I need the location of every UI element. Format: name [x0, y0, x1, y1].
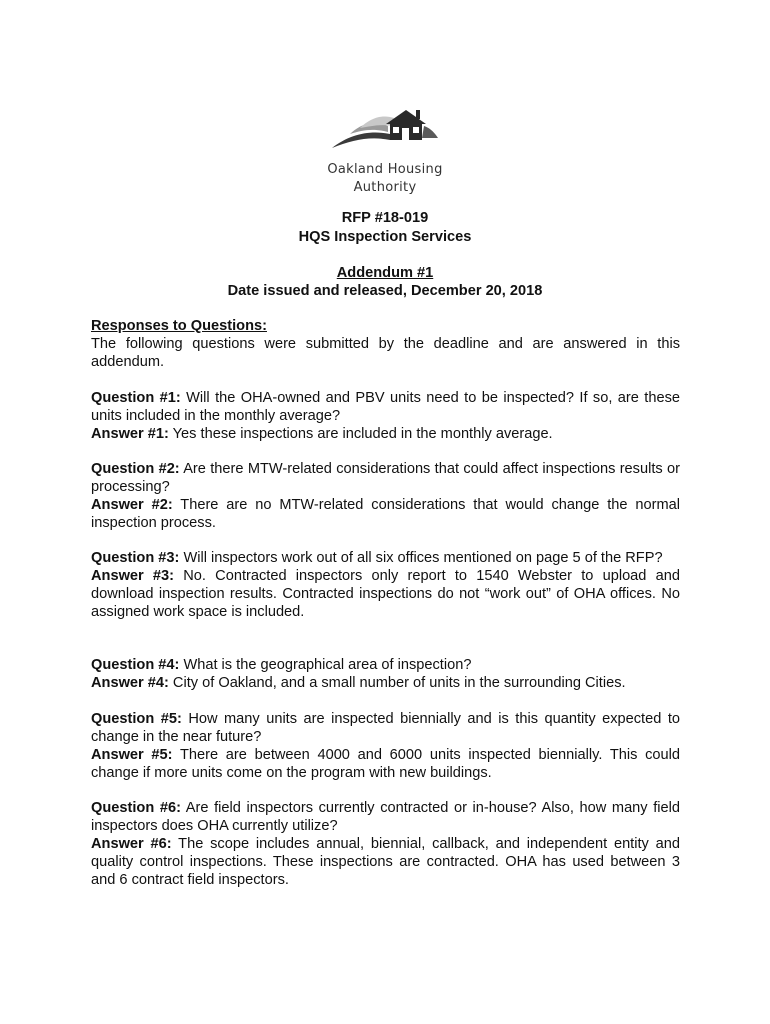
intro-section [91, 317, 680, 371]
rfp-title: HQS Inspection Services [298, 229, 472, 245]
addendum-title: Addendum #1 [336, 265, 434, 281]
answer-3: Answer #3: No. Contracted inspectors only report to 1540 Webster to upload and download inspection results. Contracted inspections do not “work out” of OHA offices. No assigned work space is included. [91, 568, 680, 620]
logo-name-line1: Oakland Housing [327, 162, 443, 177]
rfp-number: RFP #18-019 [341, 210, 429, 226]
section-title: Responses to Questions: [91, 318, 267, 334]
intro-text: The following questions were submitted by the deadline and are answered in this addendum. [91, 336, 680, 370]
question-6: Question #6: Are field inspectors currently contracted or in-house? Also, how many field inspectors does OHA currently utilize? [91, 800, 680, 834]
question-4: Question #4: What is the geographical area of inspection? [91, 657, 472, 673]
logo-name-line2: Authority [353, 180, 417, 195]
qa-block-1 [91, 389, 680, 443]
question-3: Question #3: Will inspectors work out of all six offices mentioned on page 5 of the RFP? [91, 550, 663, 566]
qa-block-3 [91, 549, 680, 621]
date-line: Date issued and released, December 20, 2018 [227, 283, 543, 299]
answer-6: Answer #6: The scope includes annual, biennial, callback, and independent entity and quality control inspections. These inspections are contracted. OHA has used between 3 and 6 contract field inspectors. [91, 836, 680, 888]
oha-logo [0, 104, 770, 196]
answer-2: Answer #2: There are no MTW-related considerations that would change the normal inspection process. [91, 497, 680, 531]
answer-5: Answer #5: There are between 4000 and 6000 units inspected biennially. This could change if more units come on the program with new buildings. [91, 747, 680, 781]
qa-block-2 [91, 460, 680, 532]
answer-1: Answer #1: Yes these inspections are included in the monthly average. [91, 426, 553, 442]
question-5: Question #5: How many units are inspected biennially and is this quantity expected to change in the near future? [91, 711, 681, 745]
question-2: Question #2: Are there MTW-related considerations that could affect inspections results or processing? [91, 461, 680, 495]
house-landscape-logo-icon [330, 104, 440, 160]
qa-block-5 [91, 710, 680, 782]
answer-4: Answer #4: City of Oakland, and a small number of units in the surrounding Cities. [91, 675, 626, 691]
qa-block-4 [91, 656, 680, 692]
question-1: Question #1: Will the OHA-owned and PBV units need to be inspected? If so, are these units included in the monthly average? [91, 390, 680, 424]
qa-block-6 [91, 799, 680, 889]
